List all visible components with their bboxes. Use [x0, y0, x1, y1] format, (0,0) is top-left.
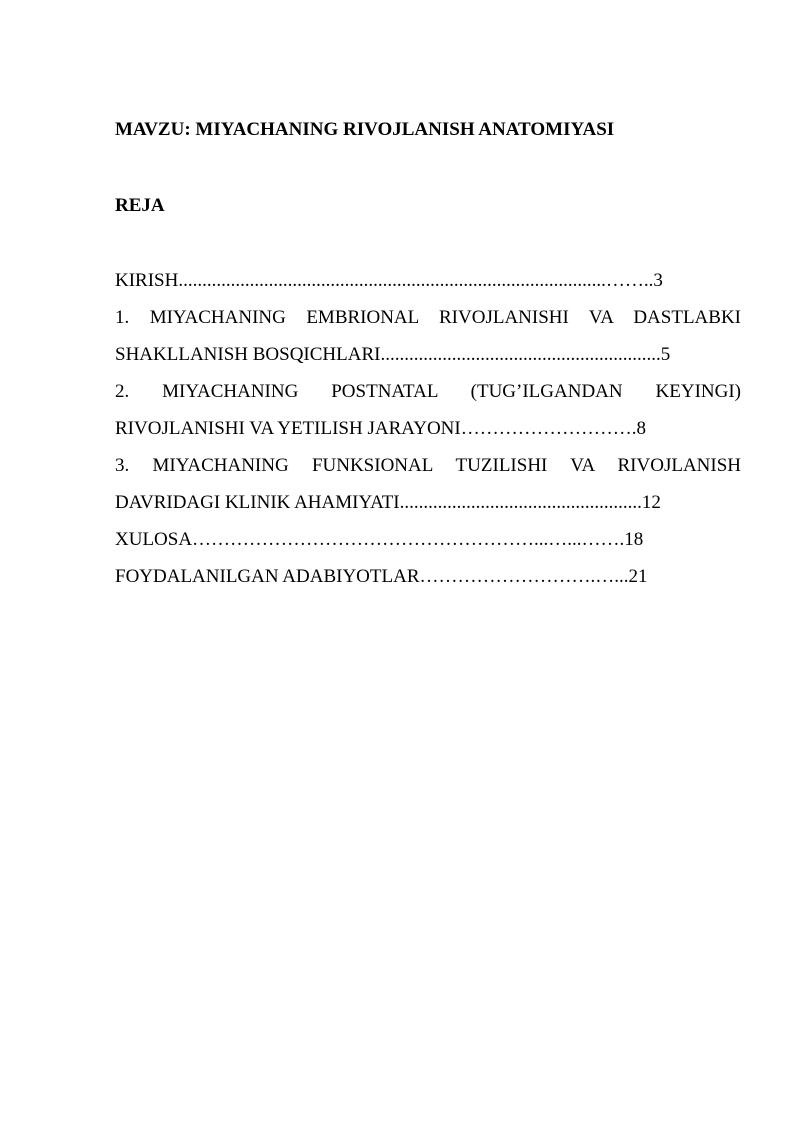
toc-line: SHAKLLANISH BOSQICHLARI...........................................................5: [115, 344, 671, 365]
toc-item-chapter-3: [115, 447, 741, 521]
toc-line: FOYDALANILGAN ADABIYOTLAR……………………….…...21: [115, 566, 648, 587]
toc-line: RIVOJLANISHI VA YETILISH JARAYONI……………………….8: [115, 418, 646, 439]
plan-heading: REJA: [115, 195, 165, 216]
table-of-contents: [115, 262, 741, 595]
topic-title: MAVZU: MIYACHANING RIVOJLANISH ANATOMIYASI: [115, 119, 615, 140]
toc-item-introduction: [115, 262, 741, 299]
toc-item-references: [115, 558, 741, 595]
toc-item-conclusion: [115, 521, 741, 558]
toc-line: XULOSA………………………………………………...…...…….18: [115, 529, 644, 550]
toc-line: 1. MIYACHANING EMBRIONAL RIVOJLANISHI VA DASTLABKI: [115, 307, 741, 328]
toc-item-chapter-2: [115, 373, 741, 447]
toc-item-chapter-1: [115, 299, 741, 373]
toc-line: DAVRIDAGI KLINIK AHAMIYATI...................................................12: [115, 492, 661, 513]
toc-line: 3. MIYACHANING FUNKSIONAL TUZILISHI VA RIVOJLANISH: [115, 455, 741, 476]
toc-line: KIRISH..........................................................................................……..3: [115, 270, 663, 291]
toc-line: 2. MIYACHANING POSTNATAL (TUG’ILGANDAN KEYINGI): [115, 381, 741, 402]
